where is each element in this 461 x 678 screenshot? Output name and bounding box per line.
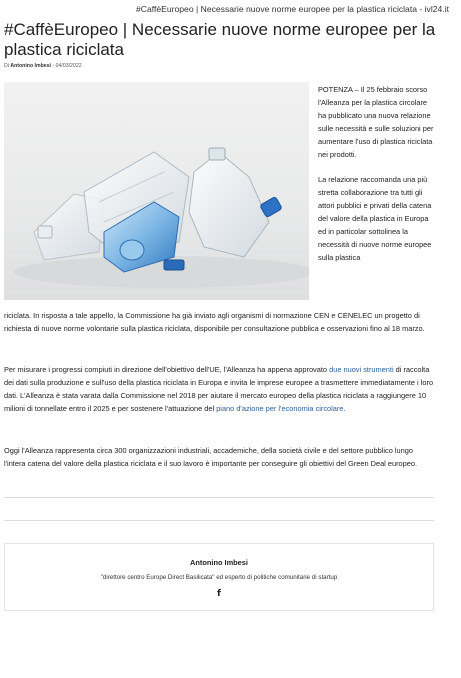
alliance-paragraph: Oggi l'Alleanza rappresenta circa 300 organizzazioni industriali, accademiche, della società civile e del settore pubblico lungo l'intera catena del valore della plastica riciclata e il suo lavoro è importante per conseguire gli obiettivi del Green Deal europeo. [4, 446, 418, 468]
author-box-name: Antonino Imbesi [190, 558, 248, 567]
intro-text [318, 84, 436, 265]
article-byline [4, 63, 82, 69]
author-box-bio: "direttore centro Europe Direct Basilicata" ed esperto di politiche comunitarie di startup [100, 574, 338, 581]
plastic-bottles-photo [4, 82, 309, 300]
intro-paragraph: La relazione raccomanda una più stretta collaborazione tra tutti gli attori pubblici e privati della catena del valore della plastica in Europa ed in particolar sottolinea la necessità di nuove norme europee sulla plastica [318, 175, 432, 262]
intro-paragraph: POTENZA – Il 25 febbraio scorso l'Alleanza per la plastica circolare ha pubblicato una nuova relazione sulle necessità e sulle soluzioni per aumentare l'uso di plastica riciclata nei prodotti. [318, 85, 434, 159]
continuation-paragraph: riciclata. In risposta a tale appello, la Commissione ha già inviato agli organismi di normazione CEN e CENELEC un progetto di richiesta di nuove norme volontarie sulla plastica riciclata, disponibile per consultazione pubblica e osservazioni fino al 18 marzo. [4, 311, 425, 333]
tools-link[interactable]: due nuovi strumenti [329, 365, 394, 374]
action-plan-link[interactable]: piano d'azione per l'economia circolare [216, 403, 344, 413]
article-title: #CaffèEuropeo | Necessarie nuove norme europee per la plastica riciclata [4, 20, 436, 59]
progress-paragraph: Per misurare i progressi compiuti in direzione dell'obiettivo dell'UE, l'Alleanza ha appena approvato due nuovi strumenti di raccolta dei dati sulla produzione e sull'uso della plastica riciclata in Europa e invita le imprese europee a trasmettere immediatamente i loro dati. L'Alleanza è stata varata dalla Commissione nel 2018 per aiutare il mercato europeo della plastica riciclata a raggiungere 10 milioni di tonnellate entro il 2025 e per sostenere l'attuazione del piano d'azione per l'economia circolare. [4, 365, 434, 413]
author-box [4, 543, 434, 611]
byline-prefix: Di [4, 63, 9, 69]
divider [4, 520, 434, 521]
plastic-bottles-illustration [4, 82, 309, 300]
author-link[interactable]: Antonino Imbesi [10, 63, 51, 69]
article-date: - 04/03/2022 [52, 63, 82, 69]
facebook-icon[interactable]: f [217, 589, 221, 599]
window-title: #CaffèEuropeo | Necessarie nuove norme europee per la plastica riciclata - ivl24.it [135, 4, 449, 14]
divider [4, 497, 434, 498]
